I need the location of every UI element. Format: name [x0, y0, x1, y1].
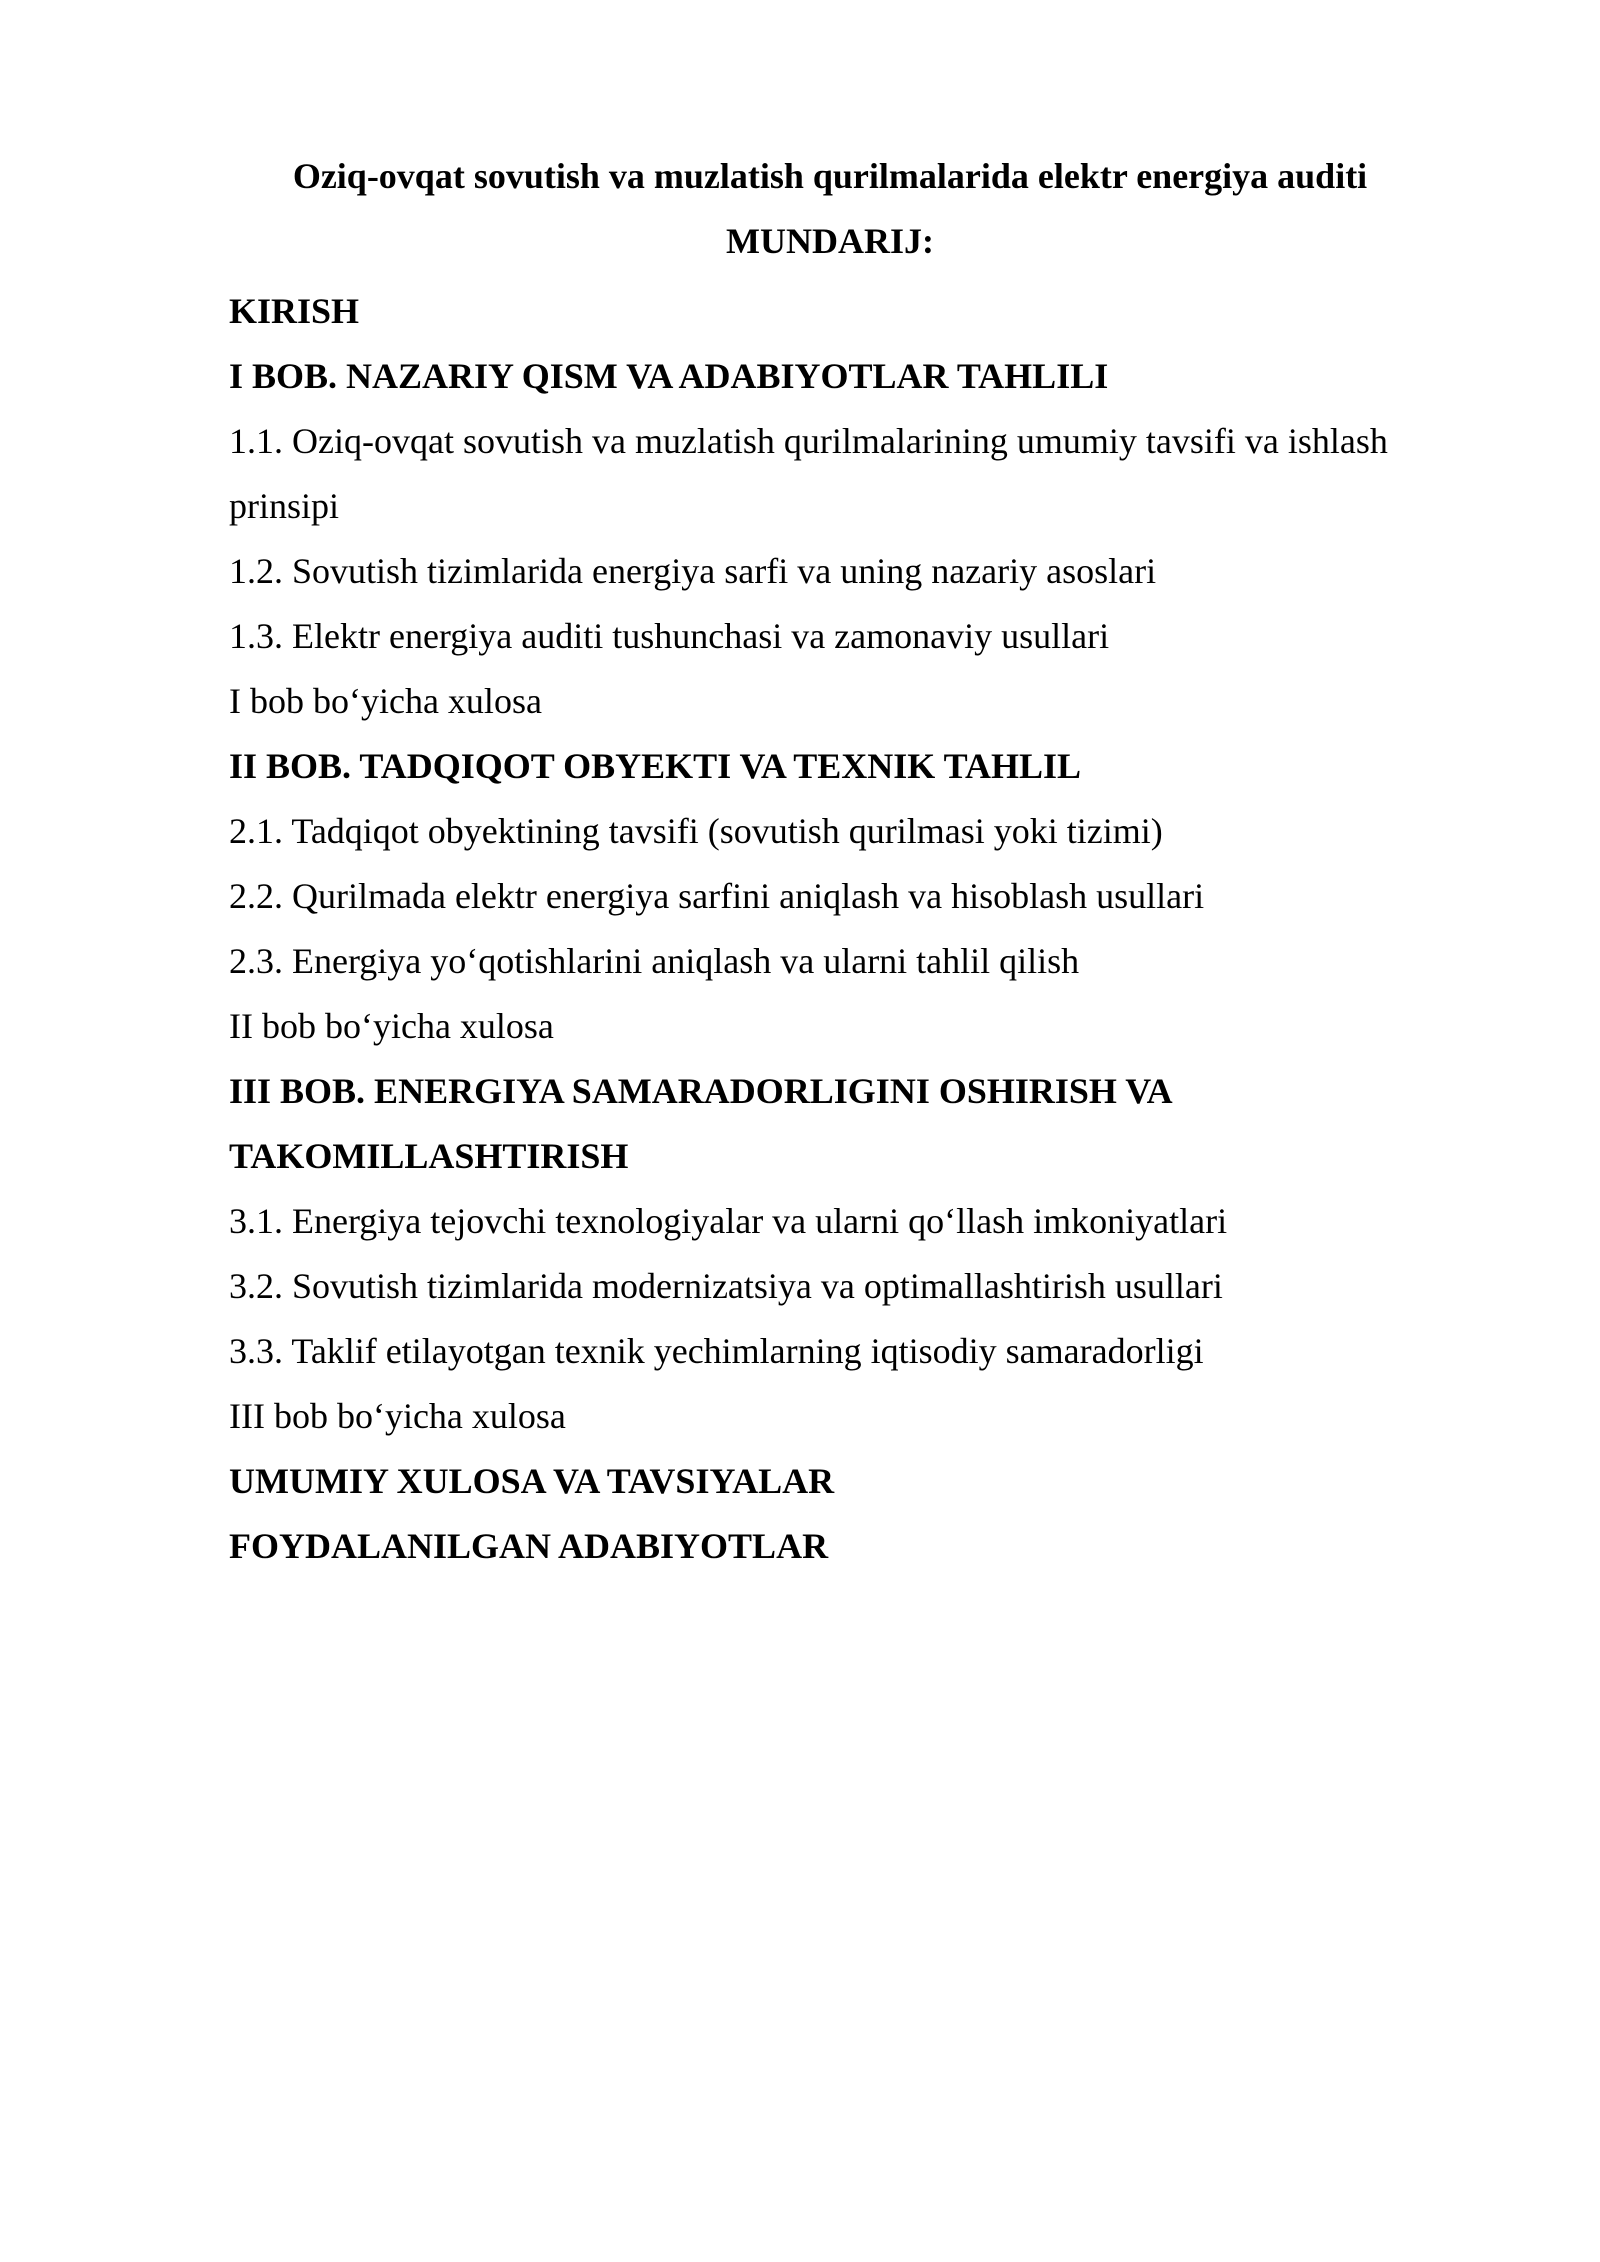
toc-entry: II bob bo‘yicha xulosa: [229, 1006, 554, 1046]
toc-entry: 3.3. Taklif etilayotgan texnik yechimlarning iqtisodiy samaradorligi: [229, 1331, 1204, 1371]
toc-section-heading: TAKOMILLASHTIRISH: [229, 1136, 629, 1176]
toc-entry: 2.3. Energiya yo‘qotishlarini aniqlash va ularni tahlil qilish: [229, 941, 1080, 981]
toc-entry: 2.2. Qurilmada elektr energiya sarfini aniqlash va hisoblash usullari: [229, 876, 1205, 916]
toc-entry: 1.3. Elektr energiya auditi tushunchasi va zamonaviy usullari: [229, 616, 1110, 656]
toc-section-heading: UMUMIY XULOSA VA TAVSIYALAR: [229, 1461, 835, 1501]
toc-entry: I bob bo‘yicha xulosa: [229, 681, 542, 721]
toc-entry: 1.2. Sovutish tizimlarida energiya sarfi va uning nazariy asoslari: [229, 551, 1157, 591]
toc-section-heading: FOYDALANILGAN ADABIYOTLAR: [229, 1526, 829, 1566]
toc-section-heading: III BOB. ENERGIYA SAMARADORLIGINI OSHIRISH VA: [229, 1071, 1173, 1111]
toc-section-heading: II BOB. TADQIQOT OBYEKTI VA TEXNIK TAHLIL: [229, 746, 1081, 786]
table-of-contents: [229, 279, 1449, 1579]
toc-entry: 2.1. Tadqiqot obyektining tavsifi (sovutish qurilmasi yoki tizimi): [229, 811, 1163, 851]
toc-entry: III bob bo‘yicha xulosa: [229, 1396, 566, 1436]
toc-entry: 3.2. Sovutish tizimlarida modernizatsiya va optimallashtirish usullari: [229, 1266, 1223, 1306]
toc-entry: prinsipi: [229, 486, 340, 526]
toc-entry: 3.1. Energiya tejovchi texnologiyalar va ularni qo‘llash imkoniyatlari: [229, 1201, 1228, 1241]
toc-section-heading: I BOB. NAZARIY QISM VA ADABIYOTLAR TAHLILI: [229, 356, 1109, 396]
document-title: Oziq-ovqat sovutish va muzlatish qurilmalarida elektr energiya auditi: [292, 156, 1368, 196]
toc-heading: MUNDARIJ:: [726, 221, 934, 261]
toc-section-heading: KIRISH: [229, 291, 360, 331]
toc-entry: 1.1. Oziq-ovqat sovutish va muzlatish qurilmalarining umumiy tavsifi va ishlash: [229, 421, 1388, 461]
